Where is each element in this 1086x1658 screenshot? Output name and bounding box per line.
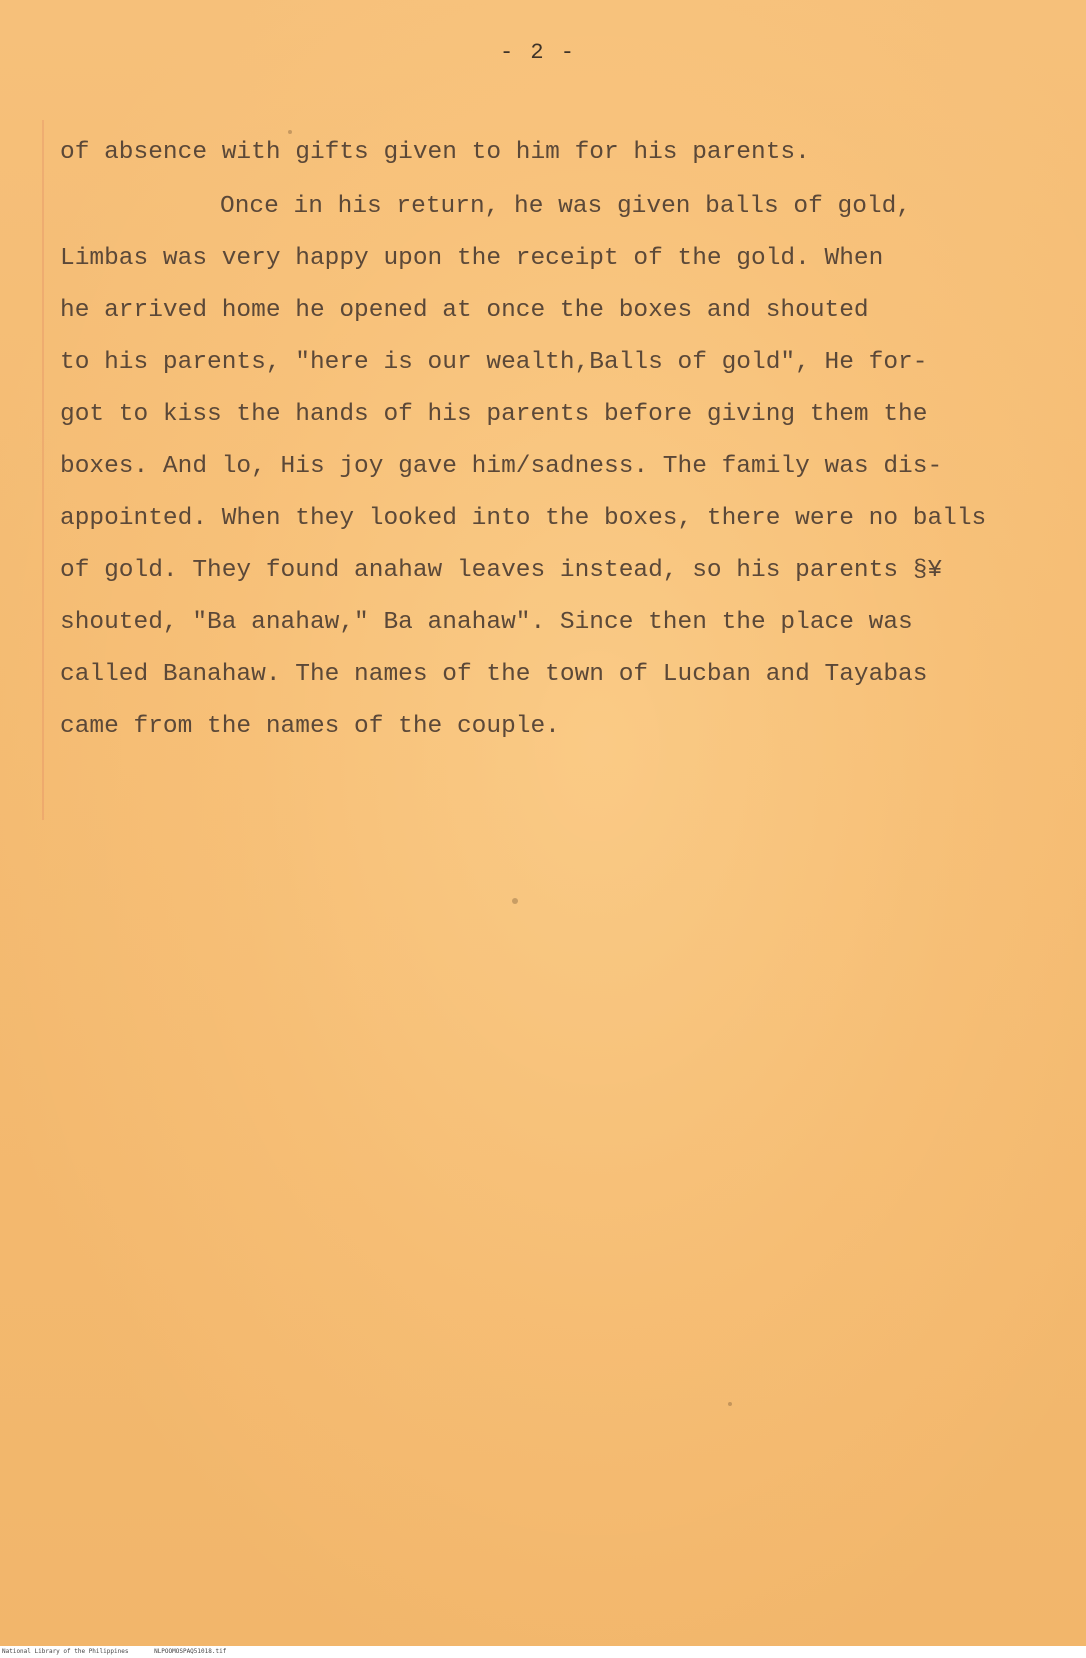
text-line: Once in his return, he was given balls of gold, bbox=[220, 193, 912, 220]
footer-file-id: NLPOOMOSPAQ51018.tif bbox=[154, 1648, 227, 1655]
text-line: to his parents, "here is our wealth,Balls of gold", He for- bbox=[60, 349, 928, 376]
margin-line bbox=[42, 120, 44, 820]
paper-speck bbox=[288, 130, 292, 134]
text-line: of absence with gifts given to him for his parents. bbox=[60, 139, 810, 166]
text-line: called Banahaw. The names of the town of Lucban and Tayabas bbox=[60, 661, 928, 688]
text-line: shouted, "Ba anahaw," Ba anahaw". Since then the place was bbox=[60, 609, 913, 636]
paper-speck bbox=[728, 1402, 732, 1406]
text-line: Limbas was very happy upon the receipt of the gold. When bbox=[60, 245, 884, 272]
footer-institution: National Library of the Philippines bbox=[2, 1648, 129, 1655]
text-line: appointed. When they looked into the boxes, there were no balls bbox=[60, 505, 987, 532]
text-line: boxes. And lo, His joy gave him/sadness. The family was dis- bbox=[60, 453, 943, 480]
text-line: came from the names of the couple. bbox=[60, 713, 560, 740]
paper-speck bbox=[512, 898, 518, 904]
page-number: - 2 - bbox=[500, 40, 577, 65]
scan-footer bbox=[0, 1646, 1086, 1658]
text-line: he arrived home he opened at once the boxes and shouted bbox=[60, 297, 869, 324]
text-line: got to kiss the hands of his parents before giving them the bbox=[60, 401, 928, 428]
text-line: of gold. They found anahaw leaves instead, so his parents §¥ bbox=[60, 557, 943, 584]
